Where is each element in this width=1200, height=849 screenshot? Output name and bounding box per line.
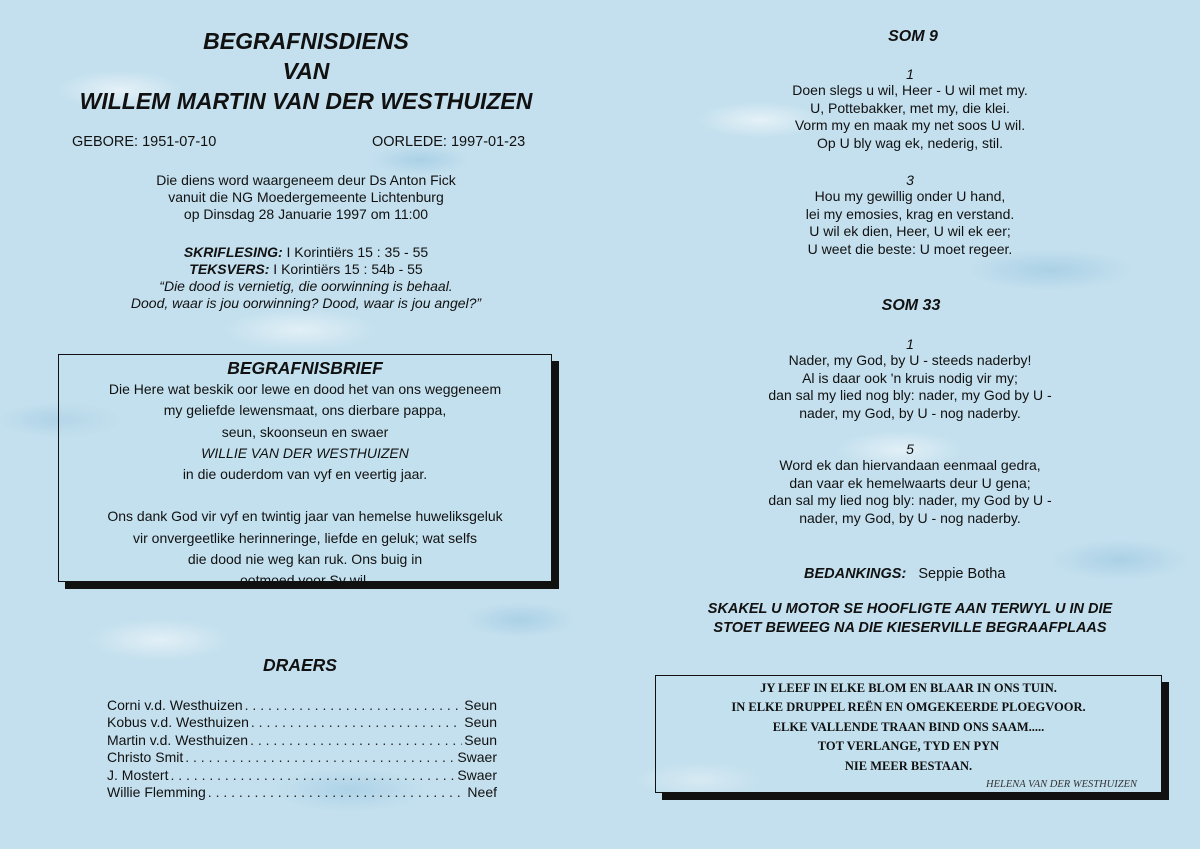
reading-label: SKRIFLESING: bbox=[183, 244, 283, 260]
verse-line: Doen slegs u wil, Heer - U wil met my. bbox=[792, 82, 1028, 98]
notice-line: SKAKEL U MOTOR SE HOOFLIGTE AAN TERWYL U IN DIE bbox=[707, 601, 1113, 617]
born-date: 1951-07-10 bbox=[142, 134, 217, 150]
leader-dots bbox=[170, 767, 455, 784]
song-33-verse-5 bbox=[710, 441, 1110, 527]
poem-line: IN ELKE DRUPPEL REËN EN OMGEKEERDE PLOEGVOOR. bbox=[731, 700, 1086, 715]
died-label: OORLEDE: bbox=[372, 134, 447, 150]
letter-line: Ons dank God vir vyf en twintig jaar van hemelse huweliksgeluk bbox=[107, 508, 503, 525]
verse-line: Al is daar ook 'n kruis nodig vir my; bbox=[802, 369, 1018, 386]
letter-heading: BEGRAFNISBRIEF bbox=[227, 358, 383, 378]
song-9-verse-1 bbox=[760, 66, 1060, 152]
verse-number: 5 bbox=[906, 441, 914, 457]
notice-line: STOET BEWEEG NA DIE KIESERVILLE BEGRAAFPLAAS bbox=[713, 620, 1107, 636]
title-line-1: BEGRAFNISDIENS bbox=[203, 28, 409, 54]
verse-line: Op U bly wag ek, nederig, stil. bbox=[817, 134, 1003, 151]
bearer-name: J. Mostert bbox=[107, 766, 169, 783]
reading-ref: I Korintiërs 15 : 35 - 55 bbox=[286, 244, 429, 260]
bearer-name: Christo Smit bbox=[107, 749, 184, 766]
verse-number: 3 bbox=[906, 172, 914, 188]
leader-dots bbox=[245, 697, 463, 714]
letter-line: die dood nie weg kan ruk. Ons buig in bbox=[187, 551, 423, 568]
verse-line: U, Pottebakker, met my, die klei. bbox=[810, 99, 1010, 116]
died-date: 1997-01-23 bbox=[450, 134, 526, 150]
bearers-heading: DRAERS bbox=[263, 655, 337, 675]
title-line-2: VAN bbox=[282, 58, 330, 84]
quote-line: Dood, waar is jou oorwinning? Dood, waar is jou angel?” bbox=[130, 295, 482, 311]
letter-line: Die Here wat beskik oor lewe en dood het van ons weggeneem bbox=[108, 381, 502, 397]
scripture-section bbox=[0, 244, 612, 312]
verse-line: Nader, my God, by U - steeds naderby! bbox=[788, 352, 1032, 368]
service-info bbox=[0, 172, 612, 223]
verse-line: U wil ek dien, Heer, U wil ek eer; bbox=[809, 223, 1011, 239]
poem-line: JY LEEF IN ELKE BLOM EN BLAAR IN ONS TUIN. bbox=[760, 681, 1057, 695]
service-line: vanuit die NG Moedergemeente Lichtenburg bbox=[168, 189, 444, 205]
memorial-poem-box bbox=[655, 675, 1162, 793]
verse-line: lei my emosies, krag en verstand. bbox=[805, 205, 1015, 222]
verse-number: 1 bbox=[906, 336, 914, 352]
poem-line: TOT VERLANGE, TYD EN PYN bbox=[817, 739, 1000, 754]
bearer-name: Martin v.d. Westhuizen bbox=[107, 731, 249, 748]
poem-line: NIE MEER BESTAAN. bbox=[844, 758, 973, 773]
poem-author: HELENA VAN DER WESTHUIZEN bbox=[986, 779, 1137, 790]
letter-line: seun, skoonseun en swaer bbox=[221, 423, 389, 440]
bearer-row bbox=[107, 767, 497, 784]
died-info bbox=[372, 134, 525, 150]
letter-line: ootmoed voor Sy wil. bbox=[240, 572, 370, 589]
verse-line: dan vaar ek hemelwaarts deur U gena; bbox=[789, 474, 1031, 491]
bearer-relation: Swaer bbox=[457, 749, 497, 766]
letter-spacer bbox=[59, 485, 551, 506]
service-line: op Dinsdag 28 Januarie 1997 om 11:00 bbox=[183, 206, 429, 222]
title-line-3: WILLEM MARTIN VAN DER WESTHUIZEN bbox=[79, 88, 533, 114]
letter-line: my geliefde lewensmaat, ons dierbare pappa, bbox=[163, 402, 447, 419]
letter-line: WILLIE VAN DER WESTHUIZEN bbox=[201, 444, 409, 461]
bearer-relation: Swaer bbox=[457, 766, 497, 783]
text-ref: I Korintiërs 15 : 54b - 55 bbox=[273, 261, 423, 277]
verse-line: dan sal my lied nog bly: nader, my God by U - bbox=[768, 492, 1052, 508]
bearer-row bbox=[107, 749, 497, 766]
verse-number: 1 bbox=[906, 66, 914, 82]
letter-body bbox=[59, 379, 551, 592]
song-33-verse-1 bbox=[710, 336, 1110, 422]
headlights-notice bbox=[640, 600, 1180, 638]
letter-line: in die ouderdom van vyf en veertig jaar. bbox=[182, 466, 428, 483]
poem-line: ELKE VALLENDE TRAAN BIND ONS SAAM..... bbox=[772, 719, 1045, 734]
text-label: TEKSVERS: bbox=[189, 261, 270, 277]
born-label: GEBORE: bbox=[72, 134, 139, 150]
letter-line: vir onvergeetlike herinneringe, liefde en geluk; wat selfs bbox=[133, 529, 477, 546]
born-info bbox=[72, 134, 216, 150]
leader-dots bbox=[251, 714, 462, 731]
bearer-relation: Seun bbox=[464, 731, 497, 748]
leader-dots bbox=[250, 732, 462, 749]
thanks-label: BEDANKINGS: bbox=[804, 566, 907, 582]
leader-dots bbox=[185, 749, 455, 766]
service-line: Die diens word waargeneem deur Ds Anton Fick bbox=[156, 172, 456, 188]
leader-dots bbox=[208, 784, 466, 801]
verse-line: U weet die beste: U moet regeer. bbox=[807, 240, 1013, 257]
funeral-letter-box bbox=[58, 354, 552, 589]
verse-line: Vorm my en maak my net soos U wil. bbox=[794, 117, 1026, 133]
bearers-list bbox=[107, 697, 497, 801]
bearer-name: Kobus v.d. Westhuizen bbox=[107, 714, 249, 731]
song-9-verse-3 bbox=[760, 172, 1060, 258]
thanks-row bbox=[804, 566, 1005, 582]
bearer-name: Willie Flemming bbox=[107, 784, 206, 801]
bearer-relation: Neef bbox=[467, 784, 497, 801]
bearer-row bbox=[107, 784, 497, 801]
bearer-name: Corni v.d. Westhuizen bbox=[107, 697, 243, 713]
bearer-row bbox=[107, 732, 497, 749]
bearer-row bbox=[107, 697, 497, 714]
verse-line: Hou my gewillig onder U hand, bbox=[814, 188, 1006, 204]
verse-line: nader, my God, by U - nog naderby. bbox=[799, 509, 1021, 526]
song-33-heading: SOM 33 bbox=[881, 297, 941, 314]
verse-line: Word ek dan hiervandaan eenmaal gedra, bbox=[779, 457, 1041, 473]
verse-line: dan sal my lied nog bly: nader, my God by U - bbox=[768, 387, 1052, 403]
bearer-row bbox=[107, 714, 497, 731]
thanks-name: Seppie Botha bbox=[918, 566, 1006, 582]
verse-line: nader, my God, by U - nog naderby. bbox=[799, 404, 1021, 421]
poem-body bbox=[656, 679, 1161, 776]
bearer-relation: Seun bbox=[464, 697, 497, 713]
reading-row bbox=[0, 244, 612, 261]
bearer-relation: Seun bbox=[464, 714, 497, 731]
song-9-heading: SOM 9 bbox=[888, 28, 938, 45]
text-row bbox=[0, 261, 612, 278]
quote-line: “Die dood is vernietig, die oorwinning is behaal. bbox=[159, 278, 453, 294]
